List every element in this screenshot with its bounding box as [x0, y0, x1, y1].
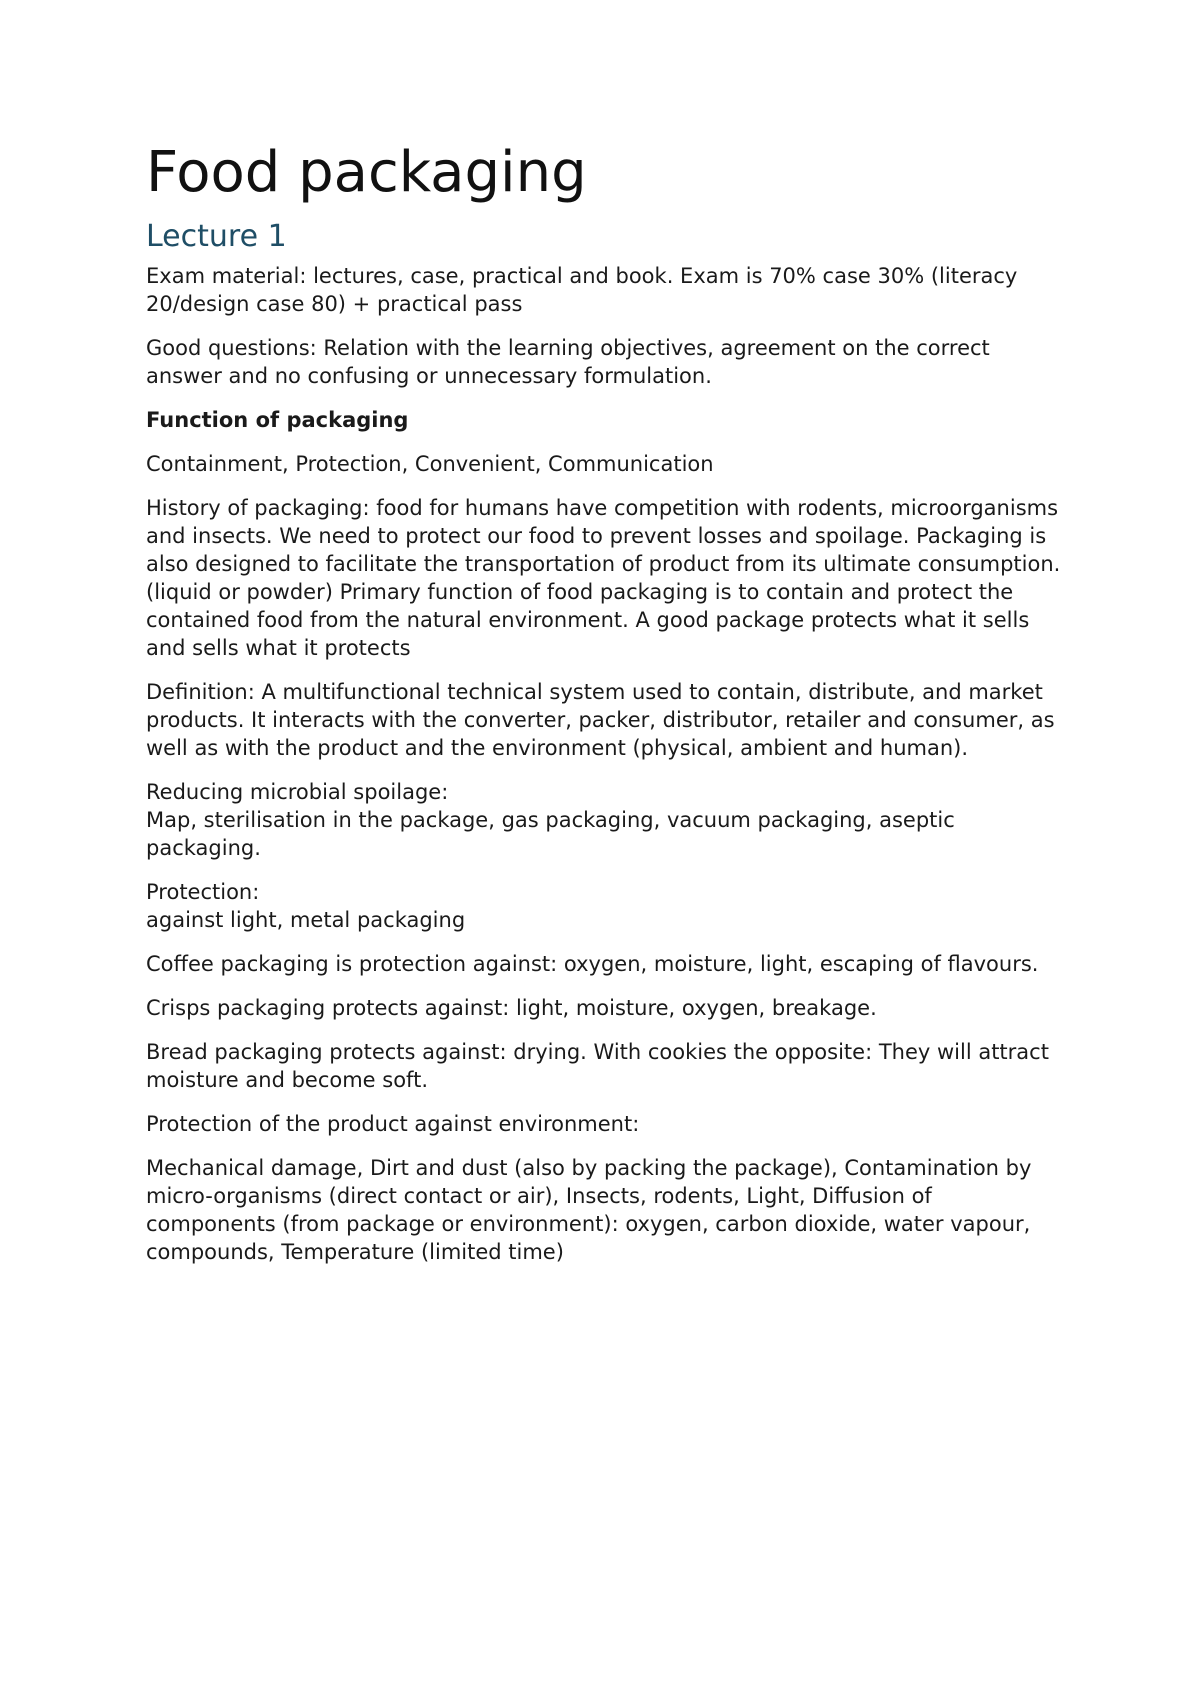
- paragraph-good-questions: Good questions: Relation with the learning objectives, agreement on the correct answer and no confusing or unnecessary formulation.: [146, 336, 990, 388]
- document-title: Food packaging: [146, 140, 587, 205]
- paragraph-history: History of packaging: food for humans have competition with rodents, microorganisms and insects. We need to protect our food to prevent losses and spoilage. Packaging is also designed to facilitate the transportation of product from its ultimate consumption. (liquid or powder) Primary function of food packaging is to contain and protect the contained food from the natural environment. A good package protects what it sells and sells what it protects: [146, 496, 1061, 660]
- paragraph-microbial-spoilage: [146, 778, 1066, 862]
- paragraph-bread: Bread packaging protects against: drying. With cookies the opposite: They will attract moisture and become soft.: [146, 1040, 1049, 1092]
- paragraph-environment-protection: Protection of the product against environment:: [146, 1112, 640, 1136]
- lecture-subtitle: Lecture 1: [146, 219, 287, 254]
- protection-label: Protection:: [146, 880, 260, 904]
- paragraph-coffee: Coffee packaging is protection against: oxygen, moisture, light, escaping of flavours.: [146, 952, 1039, 976]
- paragraph-environment-list: Mechanical damage, Dirt and dust (also by packing the package), Contamination by micro-organisms (direct contact or air), Insects, rodents, Light, Diffusion of components (from package or environment): oxygen, carbon dioxide, water vapour, compounds, Temperature (limited time): [146, 1156, 1032, 1264]
- paragraph-exam-material: Exam material: lectures, case, practical and book. Exam is 70% case 30% (literacy 20/design case 80) + practical pass: [146, 264, 1018, 316]
- paragraph-definition: Definition: A multifunctional technical system used to contain, distribute, and market products. It interacts with the converter, packer, distributor, retailer and consumer, as well as with the product and the environment (physical, ambient and human).: [146, 680, 1055, 760]
- protection-detail: against light, metal packaging: [146, 908, 466, 932]
- paragraph-crisps: Crisps packaging protects against: light, moisture, oxygen, breakage.: [146, 996, 877, 1020]
- document-page: [146, 140, 1066, 1282]
- microbial-spoilage-label: Reducing microbial spoilage:: [146, 780, 449, 804]
- paragraph-functions-list: Containment, Protection, Convenient, Communication: [146, 452, 714, 476]
- paragraph-protection: [146, 878, 1066, 934]
- section-heading-function: Function of packaging: [146, 408, 409, 432]
- microbial-spoilage-methods: Map, sterilisation in the package, gas packaging, vacuum packaging, aseptic packaging.: [146, 808, 955, 860]
